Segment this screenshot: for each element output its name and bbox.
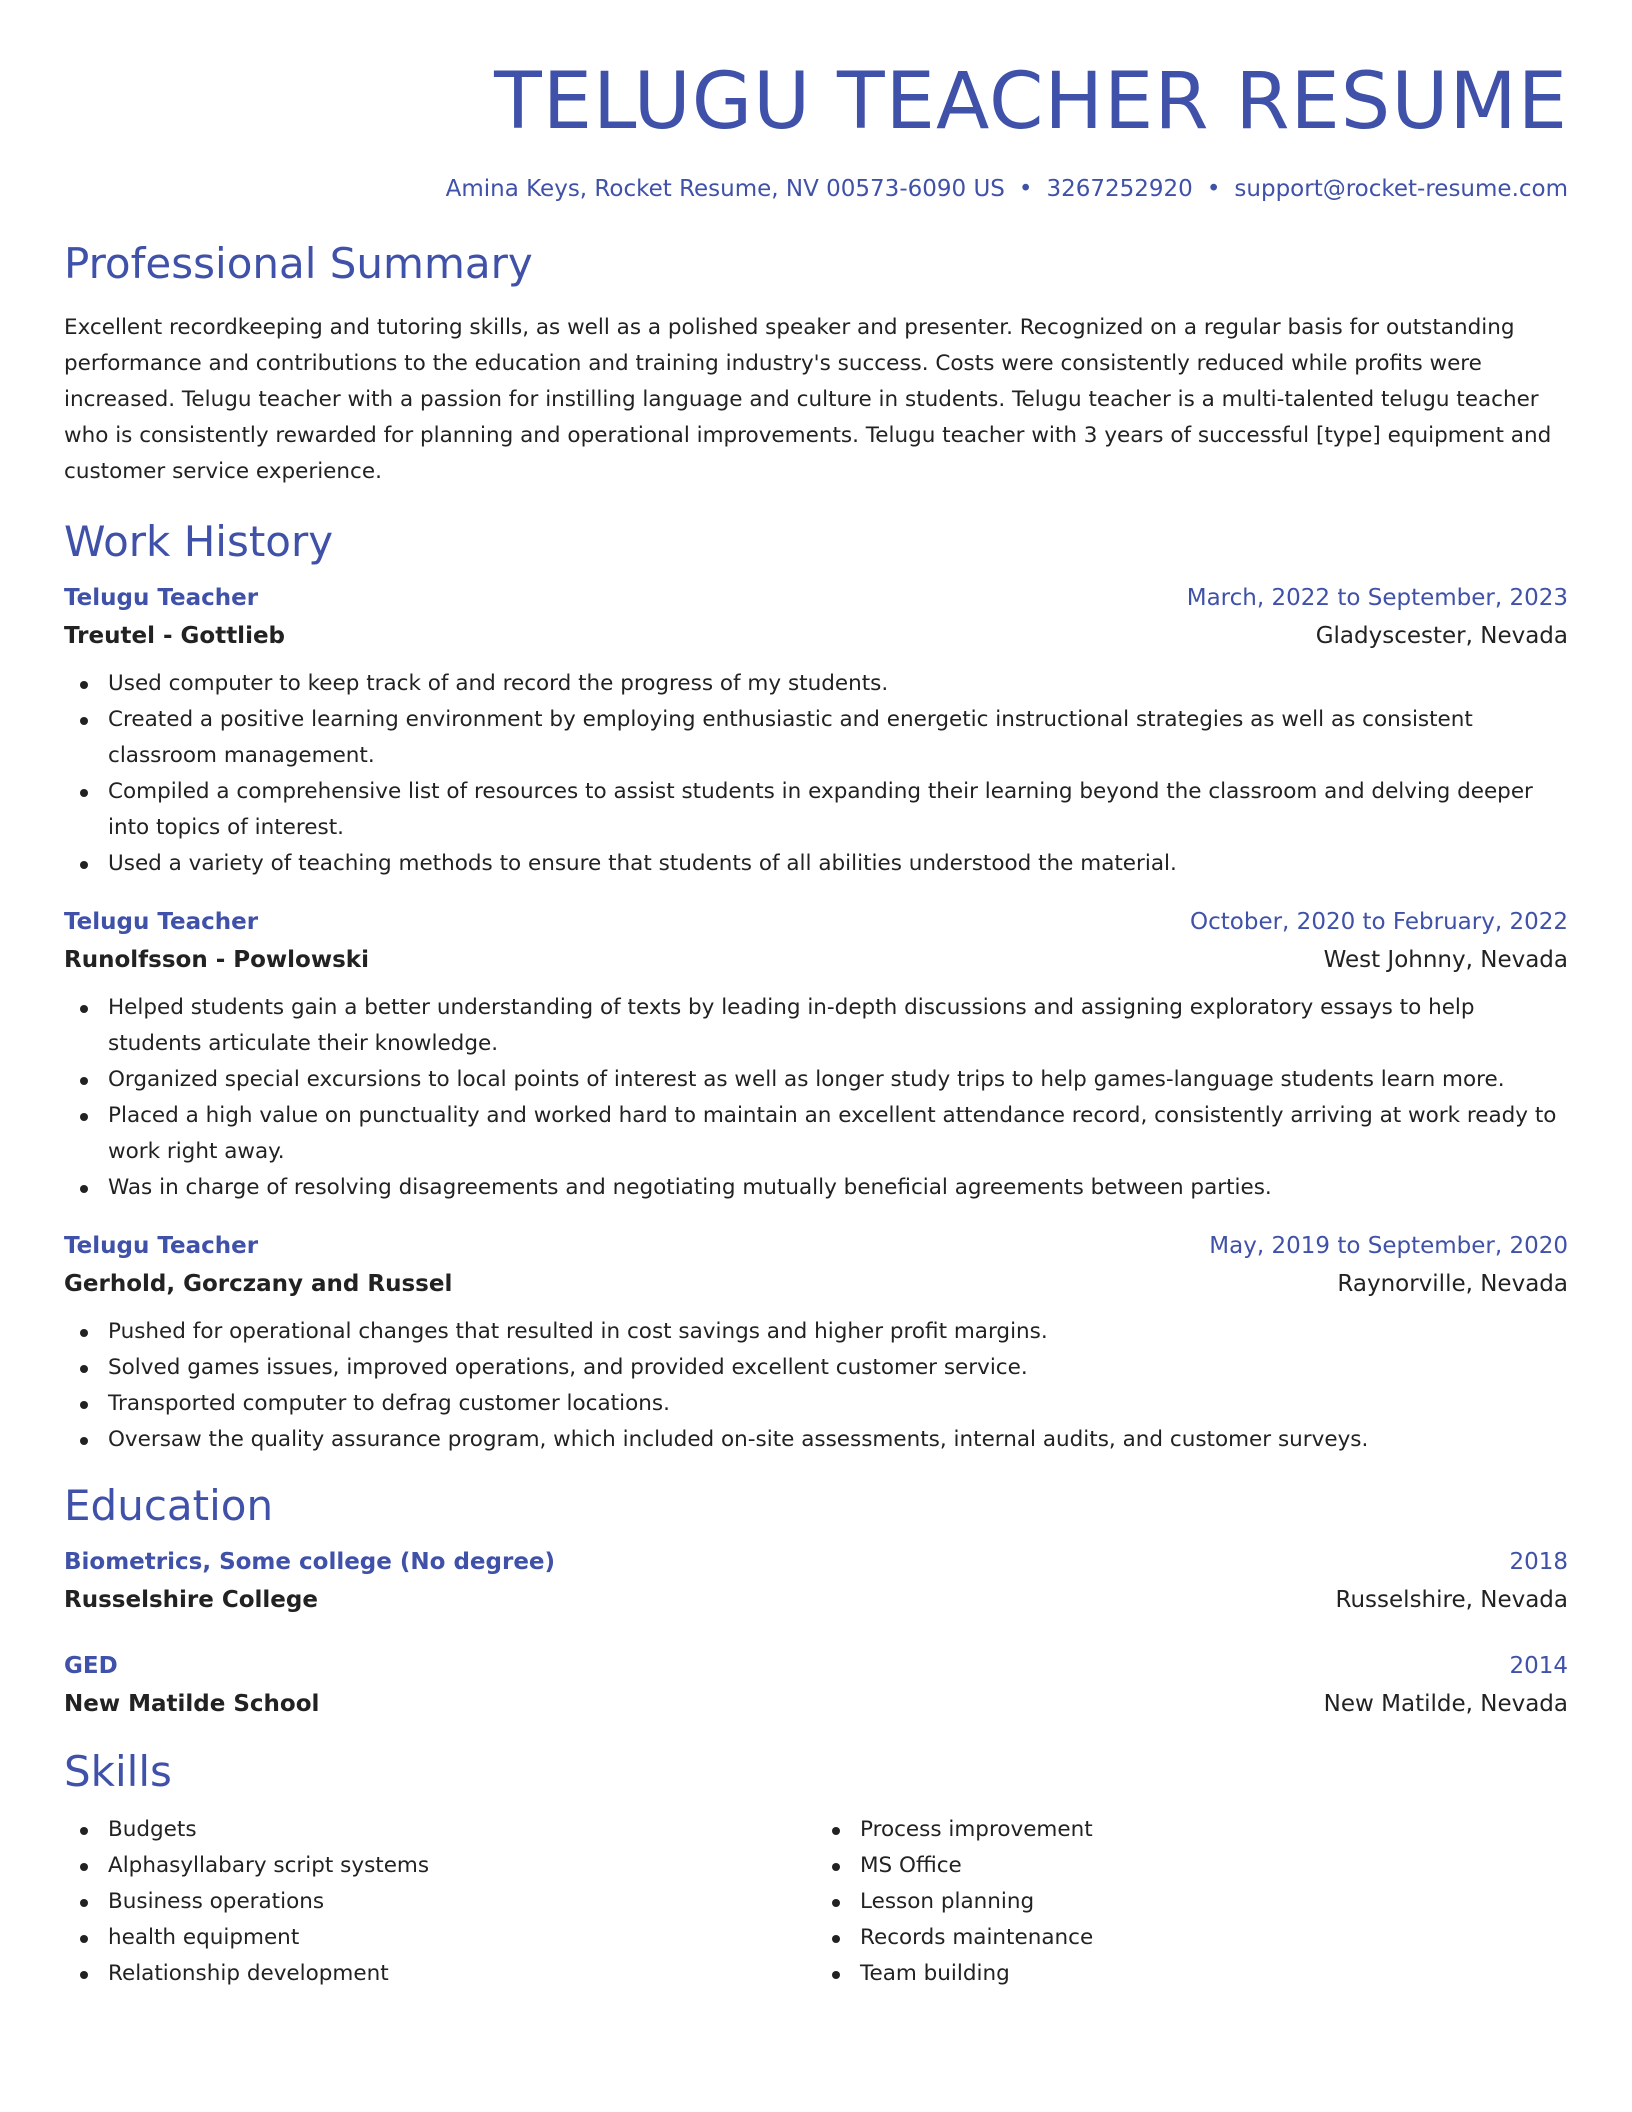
job-company: Runolfsson - Powlowski [64, 947, 369, 973]
contact-separator: • [1206, 176, 1221, 202]
education-school: New Matilde School [64, 1691, 320, 1717]
education-heading: Education [64, 1481, 274, 1530]
education-location: Russelshire, Nevada [1335, 1587, 1568, 1613]
job-location: Gladyscester, Nevada [1315, 623, 1568, 649]
education-location: New Matilde, Nevada [1323, 1691, 1568, 1717]
job-duty: Placed a high value on punctuality and worked hard to maintain an excellent attendance record, consistently arriving at work ready to work right away. [64, 1098, 1568, 1170]
skill-item: Alphasyllabary script systems [64, 1848, 816, 1884]
contact-email[interactable]: support@rocket-resume.com [1234, 176, 1568, 202]
job-company: Gerhold, Gorczany and Russel [64, 1271, 453, 1297]
job-title: Telugu Teacher [64, 1233, 259, 1259]
education-school: Russelshire College [64, 1587, 318, 1613]
skill-item: Business operations [64, 1884, 816, 1920]
contact-separator: • [1018, 176, 1033, 202]
job-title: Telugu Teacher [64, 585, 259, 611]
education-degree: Biometrics, Some college (No degree) [64, 1549, 556, 1575]
job-duty: Used a variety of teaching methods to ensure that students of all abilities understood the material. [64, 846, 1568, 882]
work-history-heading: Work History [64, 517, 334, 566]
job-duty: Solved games issues, improved operations, and provided excellent customer service. [64, 1350, 1568, 1386]
summary-heading: Professional Summary [64, 239, 533, 288]
contact-phone: 3267252920 [1046, 176, 1193, 202]
job-dates: March, 2022 to September, 2023 [1186, 585, 1568, 611]
job-title: Telugu Teacher [64, 909, 259, 935]
education-degree: GED [64, 1653, 118, 1679]
skills-heading: Skills [64, 1747, 172, 1796]
job-duty: Used computer to keep track of and record the progress of my students. [64, 666, 1568, 702]
job-company: Treutel - Gottlieb [64, 623, 286, 649]
job-duty: Transported computer to defrag customer locations. [64, 1386, 1568, 1422]
education-year: 2014 [1509, 1653, 1568, 1679]
job-entry [64, 1228, 1568, 1458]
skill-item: Relationship development [64, 1956, 816, 1992]
skill-item: health equipment [64, 1920, 816, 1956]
job-duties [64, 990, 1568, 1206]
job-duty: Pushed for operational changes that resulted in cost savings and higher profit margins. [64, 1314, 1568, 1350]
job-duty: Organized special excursions to local points of interest as well as longer study trips to help games-language students learn more. [64, 1062, 1568, 1098]
job-duty: Helped students gain a better understanding of texts by leading in-depth discussions and assigning exploratory essays to help students articulate their knowledge. [64, 990, 1568, 1062]
skill-item: Lesson planning [816, 1884, 1568, 1920]
job-dates: October, 2020 to February, 2022 [1190, 909, 1568, 935]
skills-list [64, 1812, 1568, 1992]
job-duties [64, 1314, 1568, 1458]
job-dates: May, 2019 to September, 2020 [1209, 1233, 1568, 1259]
skill-item: Team building [816, 1956, 1568, 1992]
job-location: West Johnny, Nevada [1323, 947, 1568, 973]
skills-column-right [816, 1812, 1568, 1992]
job-duties [64, 666, 1568, 882]
education-year: 2018 [1509, 1549, 1568, 1575]
job-duty: Oversaw the quality assurance program, which included on-site assessments, internal audits, and customer surveys. [64, 1422, 1568, 1458]
job-duty: Was in charge of resolving disagreements and negotiating mutually beneficial agreements between parties. [64, 1170, 1568, 1206]
skill-item: Process improvement [816, 1812, 1568, 1848]
skill-item: Budgets [64, 1812, 816, 1848]
resume-title: TELUGU TEACHER RESUME [494, 57, 1568, 147]
contact-line [64, 172, 1568, 206]
contact-address: Amina Keys, Rocket Resume, NV 00573-6090 US [445, 176, 1005, 202]
education-entry [64, 1544, 1568, 1620]
skills-column-left [64, 1812, 816, 1992]
education-entry [64, 1648, 1568, 1724]
job-duty: Created a positive learning environment by employing enthusiastic and energetic instructional strategies as well as consistent classroom management. [64, 702, 1568, 774]
job-duty: Compiled a comprehensive list of resources to assist students in expanding their learning beyond the classroom and delving deeper into topics of interest. [64, 774, 1568, 846]
summary-text: Excellent recordkeeping and tutoring skills, as well as a polished speaker and presenter. Recognized on a regular basis for outstanding performance and contributions to the education and training industry's success. Costs were consistently reduced while profits were increased. Telugu teacher with a passion for instilling language and culture in students. Telugu teacher is a multi-talented telugu teacher who is consistently rewarded for planning and operational improvements. Telugu teacher with 3 years of successful [type] equipment and customer service experience. [64, 315, 1552, 484]
skill-item: Records maintenance [816, 1920, 1568, 1956]
job-entry [64, 580, 1568, 882]
skill-item: MS Office [816, 1848, 1568, 1884]
job-entry [64, 904, 1568, 1206]
job-location: Raynorville, Nevada [1337, 1271, 1568, 1297]
